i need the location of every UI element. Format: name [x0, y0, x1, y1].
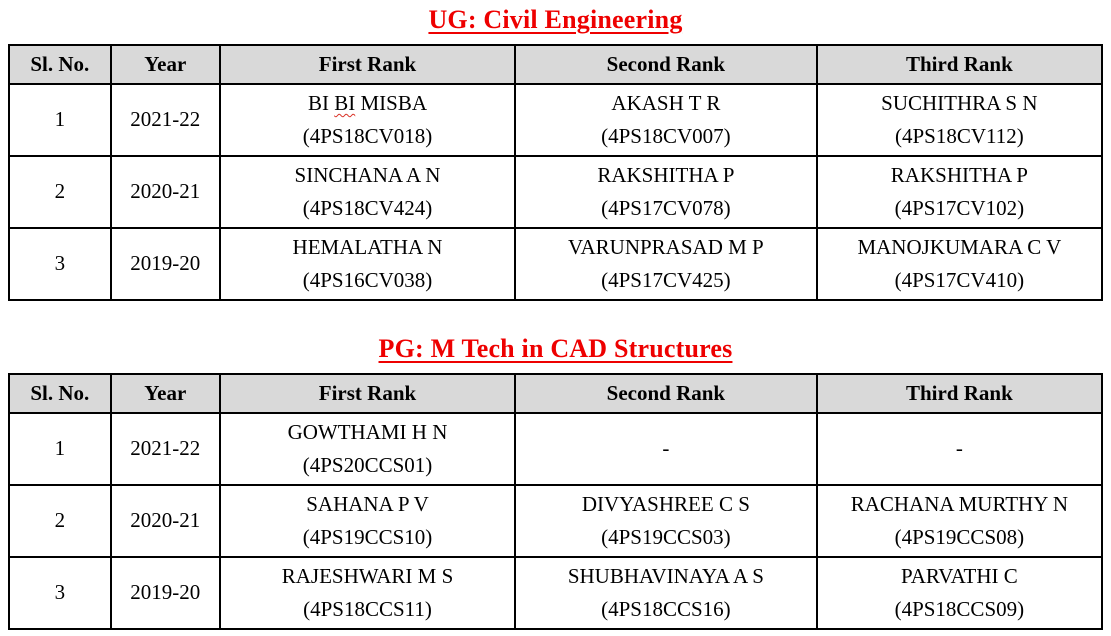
- sl-no-cell: 3: [9, 557, 111, 629]
- rank-holder-usn: (4PS19CCS03): [601, 525, 731, 549]
- pg-column-header-slno: Sl. No.: [9, 374, 111, 413]
- sl-no-cell: 1: [9, 413, 111, 485]
- rank-holder-name: SAHANA P V: [306, 491, 429, 516]
- rank-holder-name: RACHANA MURTHY N: [850, 491, 1068, 516]
- table-row: [9, 228, 1102, 300]
- misspelled-word: BI: [334, 90, 356, 115]
- rank-cell: [817, 413, 1102, 485]
- rank-holder-name: SHUBHAVINAYA A S: [567, 563, 764, 588]
- rank-holder-name: GOWTHAMI H N: [287, 419, 448, 444]
- year-cell: 2019-20: [111, 557, 220, 629]
- rank-holder-usn: (4PS18CV424): [302, 196, 433, 220]
- rank-cell: [220, 485, 515, 557]
- rank-holder-usn: (4PS18CCS09): [894, 597, 1025, 621]
- rank-holder-name: RAKSHITHA P: [890, 162, 1028, 187]
- rank-cell: [515, 228, 817, 300]
- ug-column-header-first-rank: First Rank: [220, 45, 515, 84]
- year-cell: 2021-22: [111, 84, 220, 156]
- rank-cell: [515, 413, 817, 485]
- pg-column-header-first-rank: First Rank: [220, 374, 515, 413]
- name-part: BI: [307, 90, 335, 115]
- rank-cell: [220, 156, 515, 228]
- ug-column-header-second-rank: Second Rank: [515, 45, 817, 84]
- rank-holder-name: HEMALATHA N: [292, 234, 443, 259]
- rank-holder-name: DIVYASHREE C S: [581, 491, 750, 516]
- rank-cell: [515, 84, 817, 156]
- rank-cell: [220, 228, 515, 300]
- ug-rank-table: [8, 44, 1103, 301]
- sl-no-cell: 2: [9, 485, 111, 557]
- ug-column-header-year: Year: [111, 45, 220, 84]
- rank-holder-name: MANOJKUMARA C V: [857, 234, 1062, 259]
- rank-holder-usn: (4PS18CCS16): [601, 597, 731, 621]
- rank-holder-usn: (4PS17CV410): [894, 268, 1025, 292]
- rank-cell: [817, 485, 1102, 557]
- rank-holder-usn: (4PS17CV102): [894, 196, 1025, 220]
- rank-cell: [515, 156, 817, 228]
- table-row: [9, 485, 1102, 557]
- rank-holder-usn: (4PS18CV007): [601, 124, 731, 148]
- pg-table-title: PG: M Tech in CAD Structures: [378, 334, 733, 363]
- rank-holder-name: -: [662, 436, 670, 461]
- rank-holder-name: RAKSHITHA P: [597, 162, 735, 187]
- ug-column-header-slno: Sl. No.: [9, 45, 111, 84]
- rank-holder-usn: (4PS18CV018): [302, 124, 433, 148]
- rank-cell: [817, 557, 1102, 629]
- rank-holder-name: VARUNPRASAD M P: [568, 234, 764, 259]
- rank-cell: [515, 485, 817, 557]
- rank-cell: [817, 156, 1102, 228]
- ug-header-row: [9, 45, 1102, 84]
- table-row: [9, 557, 1102, 629]
- rank-holder-name: -: [955, 436, 963, 461]
- year-cell: 2020-21: [111, 156, 220, 228]
- ug-table-title: UG: Civil Engineering: [428, 5, 683, 34]
- rank-cell: [817, 84, 1102, 156]
- pg-column-header-second-rank: Second Rank: [515, 374, 817, 413]
- rank-holder-name: AKASH T R: [611, 90, 721, 115]
- name-part: MISBA: [355, 90, 427, 115]
- rank-holder-name: RAJESHWARI M S: [281, 563, 454, 588]
- rank-holder-usn: (4PS18CCS11): [303, 597, 432, 621]
- rank-holder-name: [223, 87, 512, 120]
- rank-holder-name: SINCHANA A N: [294, 162, 441, 187]
- rank-holder-usn: (4PS20CCS01): [302, 453, 433, 477]
- rank-holder-usn: (4PS18CV112): [894, 124, 1024, 148]
- sl-no-cell: 2: [9, 156, 111, 228]
- rank-cell: [220, 413, 515, 485]
- rank-cell: [220, 84, 515, 156]
- rank-cell: [817, 228, 1102, 300]
- year-cell: 2020-21: [111, 485, 220, 557]
- ug-column-header-third-rank: Third Rank: [817, 45, 1102, 84]
- rank-holder-usn: (4PS17CV078): [601, 196, 731, 220]
- pg-rank-table: [8, 373, 1103, 630]
- table-row: [9, 156, 1102, 228]
- rank-cell: [220, 557, 515, 629]
- rank-holder-name: PARVATHI C: [900, 563, 1018, 588]
- table-row: [9, 413, 1102, 485]
- year-cell: 2019-20: [111, 228, 220, 300]
- pg-column-header-third-rank: Third Rank: [817, 374, 1102, 413]
- rank-holder-name: SUCHITHRA S N: [881, 90, 1038, 115]
- rank-holder-usn: (4PS19CCS10): [302, 525, 433, 549]
- rank-holder-usn: (4PS17CV425): [601, 268, 731, 292]
- year-cell: 2021-22: [111, 413, 220, 485]
- rank-cell: [515, 557, 817, 629]
- sl-no-cell: 3: [9, 228, 111, 300]
- sl-no-cell: 1: [9, 84, 111, 156]
- pg-header-row: [9, 374, 1102, 413]
- rank-holder-usn: (4PS16CV038): [302, 268, 433, 292]
- table-row: [9, 84, 1102, 156]
- rank-holder-usn: (4PS19CCS08): [894, 525, 1025, 549]
- pg-column-header-year: Year: [111, 374, 220, 413]
